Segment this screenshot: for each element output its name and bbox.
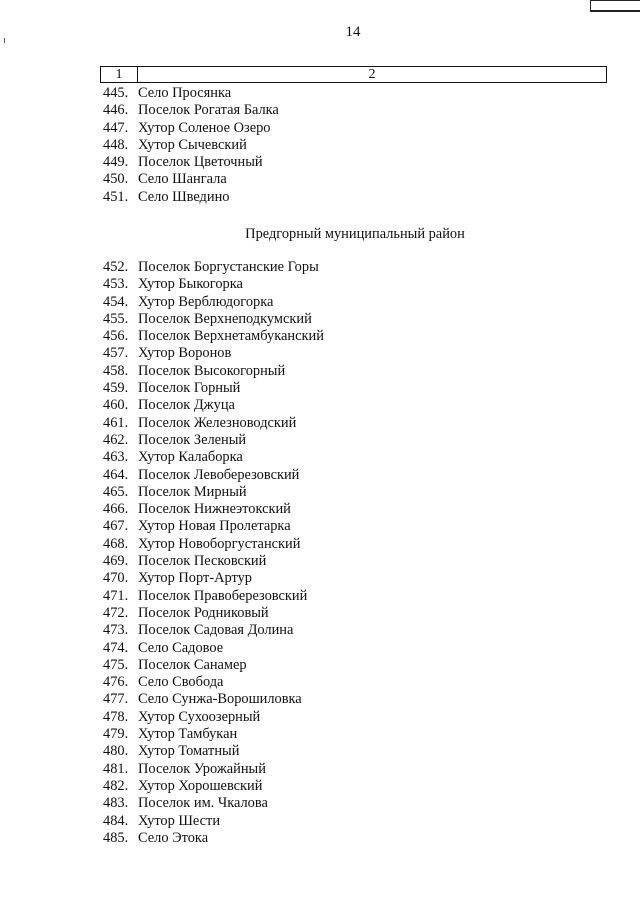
list-item — [103, 276, 324, 293]
list-item — [103, 743, 324, 760]
list-item — [103, 761, 324, 778]
entry-number: 454. — [103, 293, 129, 310]
settlement-name: Поселок Правоберезовский — [138, 587, 308, 604]
list-item — [103, 137, 279, 154]
list-item — [103, 189, 279, 206]
entry-number: 462. — [103, 431, 129, 448]
entry-number: 446. — [103, 102, 129, 119]
settlement-name: Хутор Калаборка — [138, 449, 243, 466]
list-item — [103, 259, 324, 276]
entry-number: 461. — [103, 414, 129, 431]
entry-number: 455. — [103, 310, 129, 327]
list-item — [103, 328, 324, 345]
entry-number: 483. — [103, 795, 129, 812]
list-item — [103, 449, 324, 466]
settlement-name: Поселок Зеленый — [138, 431, 247, 448]
table-header-col-1: 1 — [101, 67, 138, 82]
settlement-name: Село Шангала — [138, 171, 227, 188]
entry-number: 467. — [103, 518, 129, 535]
entry-number: 480. — [103, 743, 129, 760]
settlement-name: Хутор Сычевский — [138, 136, 247, 153]
list-item — [103, 154, 279, 171]
settlement-name: Поселок Рогатая Балка — [138, 102, 279, 119]
settlement-name: Поселок Санамер — [138, 656, 247, 673]
entry-number: 460. — [103, 397, 129, 414]
entry-number: 481. — [103, 760, 129, 777]
settlement-name: Хутор Сухоозерный — [138, 708, 261, 725]
settlement-name: Хутор Воронов — [138, 345, 232, 362]
list-item — [103, 570, 324, 587]
settlement-name: Хутор Шести — [138, 812, 221, 829]
settlement-name: Хутор Верблюдогорка — [138, 293, 274, 310]
entry-number: 468. — [103, 535, 129, 552]
entry-number: 451. — [103, 188, 129, 205]
list-item — [103, 294, 324, 311]
settlement-name: Поселок Нижнеэтокский — [138, 501, 291, 518]
table-header-row — [100, 66, 607, 83]
list-item — [103, 311, 324, 328]
settlement-name: Село Шведино — [138, 188, 230, 205]
list-item — [103, 501, 324, 518]
settlement-list-district — [103, 259, 324, 847]
entry-number: 475. — [103, 656, 129, 673]
list-item — [103, 726, 324, 743]
settlement-name: Поселок Урожайный — [138, 760, 266, 777]
settlement-name: Поселок Горный — [138, 380, 241, 397]
list-item — [103, 102, 279, 119]
entry-number: 474. — [103, 639, 129, 656]
settlement-name: Хутор Томатный — [138, 743, 240, 760]
entry-number: 470. — [103, 570, 129, 587]
table-header-col-2: 2 — [368, 67, 376, 82]
entry-number: 476. — [103, 674, 129, 691]
list-item — [103, 813, 324, 830]
entry-number: 464. — [103, 466, 129, 483]
corner-stamp-mark — [590, 0, 640, 12]
settlement-name: Хутор Новая Пролетарка — [138, 518, 291, 535]
entry-number: 477. — [103, 691, 129, 708]
entry-number: 463. — [103, 449, 129, 466]
settlement-name: Поселок им. Чкалова — [138, 795, 268, 812]
settlement-name: Село Садовое — [138, 639, 224, 656]
settlement-list-top — [103, 85, 279, 206]
settlement-name: Село Свобода — [138, 674, 224, 691]
list-item — [103, 415, 324, 432]
list-item — [103, 553, 324, 570]
entry-number: 482. — [103, 777, 129, 794]
list-item — [103, 484, 324, 501]
entry-number: 448. — [103, 136, 129, 153]
page-number: 14 — [345, 24, 361, 40]
list-item — [103, 467, 324, 484]
list-item — [103, 397, 324, 414]
settlement-name: Хутор Быкогорка — [138, 276, 243, 293]
entry-number: 456. — [103, 328, 129, 345]
entry-number: 478. — [103, 708, 129, 725]
entry-number: 471. — [103, 587, 129, 604]
list-item — [103, 657, 324, 674]
entry-number: 465. — [103, 483, 129, 500]
settlement-name: Поселок Боргустанские Горы — [138, 259, 319, 275]
list-item — [103, 830, 324, 847]
entry-number: 466. — [103, 501, 129, 518]
settlement-name: Хутор Хорошевский — [138, 777, 263, 794]
entry-number: 473. — [103, 622, 129, 639]
entry-number: 469. — [103, 553, 129, 570]
list-item — [103, 778, 324, 795]
list-item — [103, 674, 324, 691]
settlement-name: Поселок Родниковый — [138, 604, 269, 621]
settlement-name: Поселок Песковский — [138, 553, 267, 570]
list-item — [103, 536, 324, 553]
list-item — [103, 605, 324, 622]
entry-number: 458. — [103, 362, 129, 379]
list-item — [103, 691, 324, 708]
entry-number: 457. — [103, 345, 129, 362]
entry-number: 452. — [103, 259, 129, 275]
section-title: Предгорный муниципальный район — [245, 226, 465, 242]
list-item — [103, 120, 279, 137]
settlement-name: Село Сунжа-Ворошиловка — [138, 691, 302, 708]
list-item — [103, 363, 324, 380]
entry-number: 445. — [103, 85, 129, 101]
settlement-name: Хутор Тамбукан — [138, 726, 238, 743]
list-item — [103, 709, 324, 726]
entry-number: 453. — [103, 276, 129, 293]
settlement-name: Поселок Верхнеподкумский — [138, 310, 312, 327]
entry-number: 485. — [103, 829, 129, 846]
settlement-name: Поселок Джуца — [138, 397, 235, 414]
entry-number: 449. — [103, 154, 129, 171]
settlement-name: Поселок Верхнетамбуканский — [138, 328, 324, 345]
entry-number: 459. — [103, 380, 129, 397]
settlement-name: Село Этока — [138, 829, 209, 846]
list-item — [103, 85, 279, 102]
settlement-name: Хутор Соленое Озеро — [138, 119, 271, 136]
list-item — [103, 345, 324, 362]
entry-number: 450. — [103, 171, 129, 188]
list-item — [103, 380, 324, 397]
entry-number: 472. — [103, 604, 129, 621]
settlement-name: Хутор Новоборгустанский — [138, 535, 301, 552]
list-item — [103, 640, 324, 657]
list-item — [103, 432, 324, 449]
settlement-name: Поселок Железноводский — [138, 414, 297, 431]
list-item — [103, 588, 324, 605]
settlement-name: Поселок Цветочный — [138, 154, 263, 171]
entry-number: 479. — [103, 726, 129, 743]
list-item — [103, 518, 324, 535]
entry-number: 484. — [103, 812, 129, 829]
list-item — [103, 622, 324, 639]
settlement-name: Поселок Высокогорный — [138, 362, 286, 379]
settlement-name: Поселок Левоберезовский — [138, 466, 300, 483]
settlement-name: Поселок Садовая Долина — [138, 622, 294, 639]
settlement-name: Хутор Порт-Артур — [138, 570, 252, 587]
settlement-name: Село Просянка — [138, 85, 232, 101]
settlement-name: Поселок Мирный — [138, 483, 247, 500]
entry-number: 447. — [103, 119, 129, 136]
list-item — [103, 171, 279, 188]
list-item — [103, 795, 324, 812]
